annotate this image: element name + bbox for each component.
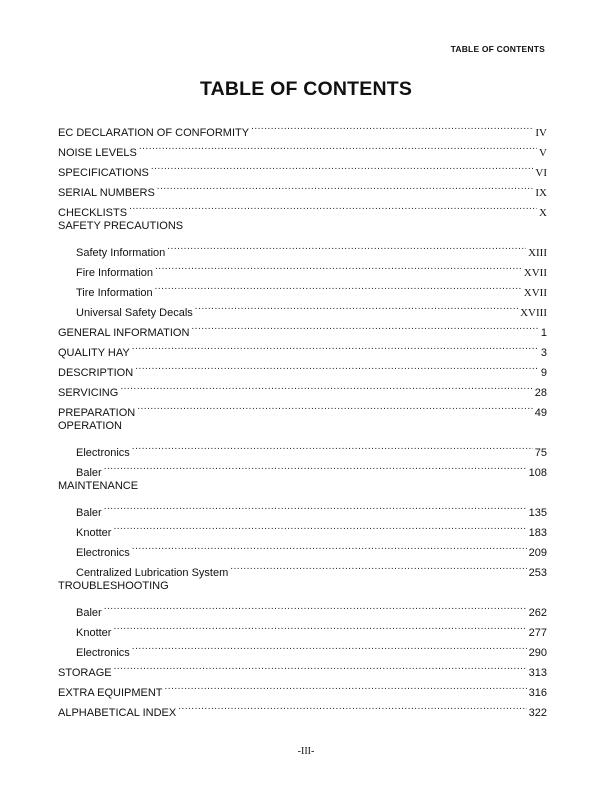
toc-entry-page: VI: [535, 167, 547, 179]
dot-leader: [120, 376, 532, 396]
toc-entry-page: 262: [528, 607, 547, 619]
toc-entry[interactable]: [58, 396, 547, 419]
dot-leader: [137, 396, 533, 416]
toc-entry-label: EC DECLARATION OF CONFORMITY: [58, 127, 250, 139]
toc-entry-page: X: [539, 207, 547, 219]
toc-entry-label: SERIAL NUMBERS: [58, 187, 155, 199]
toc-entry-label: Electronics: [76, 447, 130, 459]
toc-subentry[interactable]: [58, 516, 547, 539]
toc-entry[interactable]: [58, 656, 547, 679]
toc-entry-page: 1: [540, 327, 547, 339]
toc-entry-page: 3: [540, 347, 547, 359]
dot-leader: [195, 296, 518, 316]
toc-subentry[interactable]: [58, 456, 547, 479]
dot-leader: [191, 316, 538, 336]
toc-entry-page: XVII: [523, 267, 547, 279]
running-head: TABLE OF CONTENTS: [450, 44, 545, 54]
dot-leader: [165, 676, 527, 696]
toc-entry-label: CHECKLISTS: [58, 207, 128, 219]
toc-entry-page: XVII: [523, 287, 547, 299]
toc-entry-label: Knotter: [76, 527, 112, 539]
toc-entry-page: IX: [535, 187, 547, 199]
toc-entry-page: 322: [528, 707, 547, 719]
toc-entry-label: Baler: [76, 607, 102, 619]
toc-entry-label: EXTRA EQUIPMENT: [58, 687, 163, 699]
toc-subentry[interactable]: [58, 236, 547, 259]
toc-entry-label: SERVICING: [58, 387, 119, 399]
dot-leader: [167, 236, 526, 256]
toc-entry-page: XVIII: [520, 307, 547, 319]
toc-entry-page: 253: [528, 567, 547, 579]
toc-entry[interactable]: [58, 216, 547, 236]
toc-entry-label: ALPHABETICAL INDEX: [58, 707, 177, 719]
dot-leader: [104, 496, 527, 516]
dot-leader: [139, 136, 537, 156]
dot-leader: [114, 656, 527, 676]
toc-entry-page: 183: [528, 527, 547, 539]
toc-entry[interactable]: [58, 576, 547, 596]
toc-entry-page: 135: [528, 507, 547, 519]
toc-entry-page: 313: [528, 667, 547, 679]
dot-leader: [230, 556, 526, 576]
toc-entry[interactable]: [58, 476, 547, 496]
toc-subentry[interactable]: [58, 536, 547, 559]
toc-subentry[interactable]: [58, 556, 547, 579]
toc-entry-page: 9: [540, 367, 547, 379]
toc-subentry[interactable]: [58, 436, 547, 459]
toc-entry-label: Centralized Lubrication System: [76, 567, 229, 579]
dot-leader: [104, 456, 527, 476]
toc-entry[interactable]: [58, 336, 547, 359]
toc-entry-label: Safety Information: [76, 247, 166, 259]
toc-subentry[interactable]: [58, 636, 547, 659]
toc-entry-page: 28: [534, 387, 547, 399]
toc-entry-page: IV: [535, 127, 547, 139]
toc-entry-label: DESCRIPTION: [58, 367, 134, 379]
toc-entry-label: Fire Information: [76, 267, 154, 279]
toc-entry-page: 75: [534, 447, 547, 459]
toc-entry[interactable]: [58, 356, 547, 379]
toc-entry-label: Baler: [76, 467, 102, 479]
dot-leader: [132, 636, 527, 656]
dot-leader: [104, 596, 527, 616]
dot-leader: [178, 696, 526, 716]
dot-leader: [113, 516, 526, 536]
toc-entry-page: V: [539, 147, 547, 159]
dot-leader: [132, 536, 527, 556]
dot-leader: [157, 176, 534, 196]
toc-entry[interactable]: [58, 116, 547, 139]
toc-entry-label: PREPARATION: [58, 407, 136, 419]
dot-leader: [129, 196, 537, 216]
toc-subentry[interactable]: [58, 616, 547, 639]
toc-entry-page: 49: [534, 407, 547, 419]
toc-entry-label: STORAGE: [58, 667, 112, 679]
toc-entry-page: 316: [528, 687, 547, 699]
toc-subentry[interactable]: [58, 596, 547, 619]
toc-entry-label: SPECIFICATIONS: [58, 167, 149, 179]
toc-entry[interactable]: [58, 196, 547, 219]
dot-leader: [135, 356, 539, 376]
dot-leader: [151, 156, 534, 176]
toc-entry-page: 290: [528, 647, 547, 659]
toc-entry[interactable]: [58, 676, 547, 699]
dot-leader: [155, 276, 522, 296]
toc-entry-label: Tire Information: [76, 287, 153, 299]
toc-entry[interactable]: [58, 376, 547, 399]
toc-entry-label: Baler: [76, 507, 102, 519]
dot-leader: [251, 116, 533, 136]
toc-entry-label: Universal Safety Decals: [76, 307, 193, 319]
toc-entry-label: OPERATION: [58, 420, 122, 432]
dot-leader: [132, 436, 533, 456]
toc-entry-label: SAFETY PRECAUTIONS: [58, 220, 184, 232]
dot-leader: [132, 336, 539, 356]
toc-entry-label: Electronics: [76, 547, 130, 559]
page-number: -III-: [297, 746, 315, 757]
toc-entry-label: GENERAL INFORMATION: [58, 327, 190, 339]
dot-leader: [155, 256, 522, 276]
table-of-contents: [58, 116, 547, 719]
toc-entry-label: MAINTENANCE: [58, 480, 139, 492]
toc-subentry[interactable]: [58, 496, 547, 519]
dot-leader: [113, 616, 526, 636]
toc-entry-label: NOISE LEVELS: [58, 147, 137, 159]
toc-entry-label: QUALITY HAY: [58, 347, 130, 359]
toc-entry-page: 209: [528, 547, 547, 559]
toc-entry-label: Electronics: [76, 647, 130, 659]
toc-entry-page: 108: [528, 467, 547, 479]
toc-entry-page: XIII: [528, 247, 547, 259]
toc-entry-label: Knotter: [76, 627, 112, 639]
toc-entry-page: 277: [528, 627, 547, 639]
toc-entry-label: TROUBLESHOOTING: [58, 580, 169, 592]
page-title: TABLE OF CONTENTS: [199, 78, 413, 100]
